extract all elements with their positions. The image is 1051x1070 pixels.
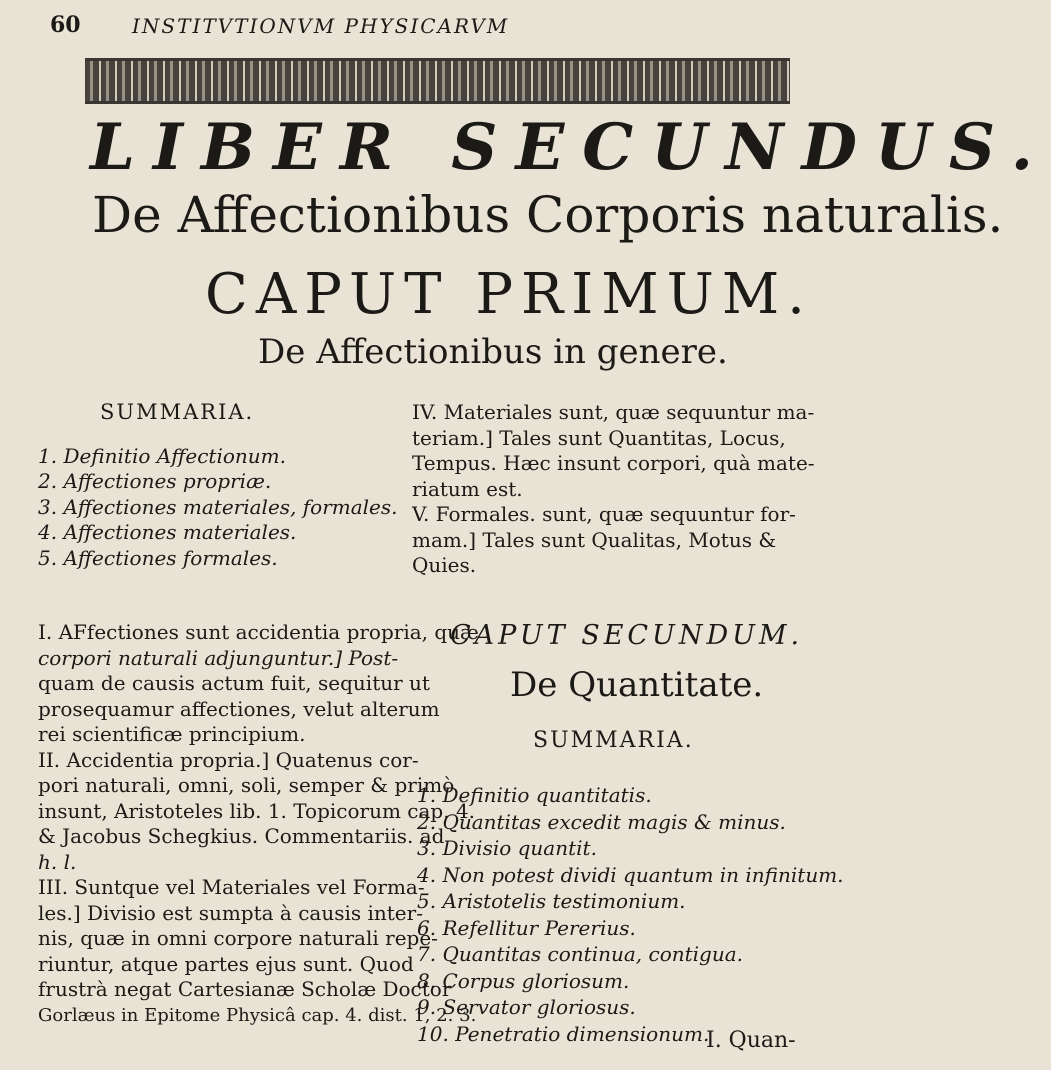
text-line: riatum est.: [412, 476, 523, 501]
page-number: 60: [50, 12, 81, 38]
summary-item: 2. Quantitas excedit magis & minus.: [417, 809, 786, 834]
text-line: Quies.: [412, 553, 477, 577]
summary-item: 2. Affectiones propriæ.: [38, 469, 272, 493]
text-line: mam.] Tales sunt Qualitas, Motus &: [412, 527, 777, 552]
running-header: [50, 10, 750, 44]
summary-item: 5. Affectiones formales.: [38, 545, 278, 570]
summary-item: 3. Divisio quantit.: [417, 836, 597, 860]
summary-right-text: [412, 400, 815, 579]
chapter-two-subtitle: De Quantitate.: [510, 665, 764, 705]
text-line: III. Suntque vel Materiales vel Forma-: [38, 875, 425, 899]
summary-item: 5. Aristotelis testimonium.: [417, 889, 686, 913]
text-line: les.] Divisio est sumpta à causis inter-: [38, 900, 423, 925]
chapter-subtitle: De Affectionibus in genere.: [258, 332, 728, 372]
book-title: LIBER SECUNDUS.: [90, 110, 1051, 185]
summary-item: 4. Non potest dividi quantum in infinitum.: [417, 862, 844, 887]
text-line: h. l.: [38, 849, 77, 874]
text-line: frustrà negat Cartesianæ Scholæ Doctor: [38, 977, 452, 1001]
catchword: I. Quan-: [706, 1028, 796, 1053]
text-line: I. AFfectiones sunt accidentia propria, quæ: [38, 620, 479, 644]
summary-item: 4. Affectiones materiales.: [38, 520, 297, 544]
decorative-ornament-band: [85, 58, 790, 104]
summary-heading: SUMMARIA.: [533, 728, 694, 753]
summary-item: 7. Quantitas continua, contigua.: [417, 942, 744, 966]
summary-item: 9. Servator gloriosus.: [417, 995, 636, 1019]
text-line: rei scientificæ principium.: [38, 722, 306, 746]
summary-item: 1. Definitio Affectionum.: [38, 443, 286, 468]
text-line: II. Accidentia propria.] Quatenus cor-: [38, 747, 419, 772]
summary-item: 8. Corpus gloriosum.: [417, 968, 630, 993]
text-line: corpori naturali adjunguntur.] Post-: [38, 645, 399, 670]
text-line: IV. Materiales sunt, quæ sequuntur ma-: [412, 400, 815, 424]
summary-item: 1. Definitio quantitatis.: [417, 783, 652, 807]
text-line: pori naturali, omni, soli, semper & primò: [38, 773, 455, 797]
summary-item: 3. Affectiones materiales, formales.: [38, 494, 398, 519]
chapter-two-summary-list: [417, 782, 844, 1047]
body-text-left: [38, 620, 479, 1028]
chapter-two-title: CAPUT SECUNDUM.: [450, 620, 804, 651]
summary-item: 6. Refellitur Pererius.: [417, 915, 636, 940]
book-subtitle: De Affectionibus Corporis naturalis.: [92, 186, 1004, 244]
text-line: Tempus. Hæc insunt corpori, quà mate-: [412, 451, 815, 475]
summary-list: [38, 444, 410, 572]
text-line: Gorlæus in Epitome Physicâ cap. 4. dist. 1, 2. 3.: [38, 1004, 477, 1026]
text-line: prosequamur affectiones, velut alterum: [38, 696, 440, 721]
text-line: riuntur, atque partes ejus sunt. Quod: [38, 951, 414, 976]
summary-item: 10. Penetratio dimensionum.: [417, 1021, 710, 1046]
chapter-title: CAPUT PRIMUM.: [205, 262, 813, 327]
text-line: insunt, Aristoteles lib. 1. Topicorum cap. 4.: [38, 798, 476, 823]
text-line: V. Formales. sunt, quæ sequuntur for-: [412, 502, 796, 526]
summary-heading: SUMMARIA.: [100, 400, 255, 424]
text-line: teriam.] Tales sunt Quantitas, Locus,: [412, 425, 786, 450]
running-title: INSTITVTIONVM PHYSICARVM: [132, 14, 510, 38]
text-line: & Jacobus Schegkius. Commentariis. ad: [38, 824, 445, 848]
text-line: nis, quæ in omni corpore naturali repe-: [38, 926, 438, 950]
text-line: quam de causis actum fuit, sequitur ut: [38, 671, 430, 695]
summary-left: [38, 400, 410, 571]
